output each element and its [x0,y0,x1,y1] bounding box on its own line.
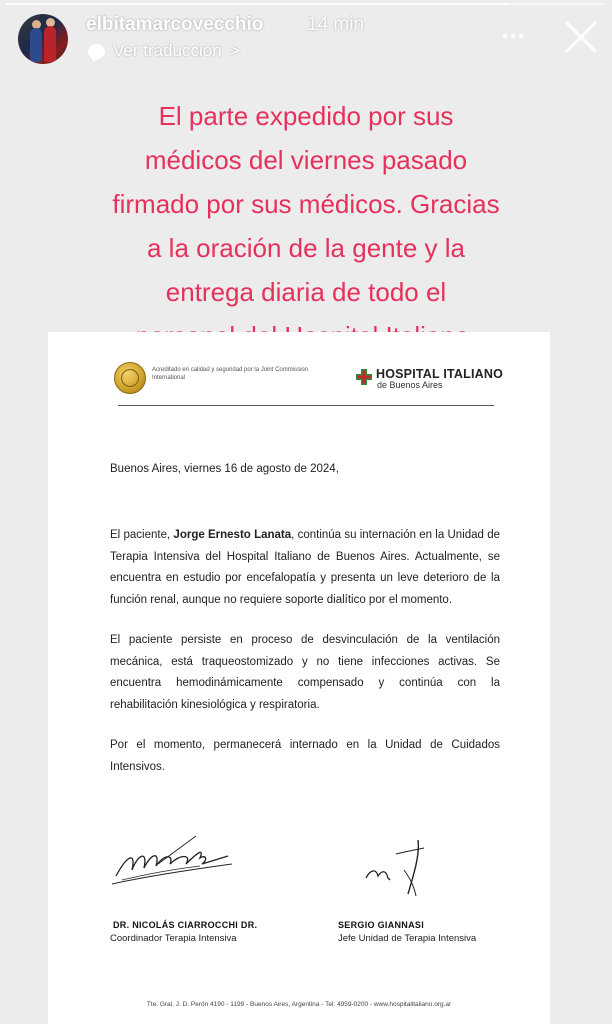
signatory-role: Coordinador Terapia Intensiva [110,933,237,944]
hospital-name: HOSPITAL ITALIANO [376,367,504,381]
avatar-figure [44,26,56,62]
accreditation-text: Acreditado en calidad y seguridad por la Joint Commission International [152,367,309,381]
story-progress-fill [6,3,510,5]
avatar[interactable] [18,14,68,64]
caption-line: entrega diaria de todo el [165,277,447,307]
story-time-ago: 14 min [307,14,365,35]
document-footer: Tte. Gral. J. D. Perón 4190 - 1199 - Buenos Aires, Argentina - Tel: 4959-0200 - www.hospitalitaliano.org.ar [146,1001,452,1008]
hospital-subtitle: de Buenos Aires [377,380,443,390]
signature-giannasi [360,834,440,904]
signatory-role: Jefe Unidad de Terapia Intensiva [338,933,477,944]
story-progress-bar [6,3,606,5]
caption-line: firmado por sus médicos. Gracias [112,189,500,219]
see-translation-label: Ver traducción [113,41,222,60]
more-horizontal-icon[interactable] [503,34,523,38]
signature-ciarrocchi [108,824,238,894]
speech-bubble-icon [88,44,105,59]
chevron-right-icon: > [229,41,240,60]
paragraph-text: El paciente, [110,529,174,541]
close-icon[interactable] [563,19,599,55]
paragraph-text: , continúa su internación en la Unidad de Terapia Intensiva del Hospital Italiano de Buenos Aires. Actualmente, se encuentra en estudio por encefalopatía y presenta un leve deterioro de la función renal, aunque no requiere soporte dialítico por el momento. [110,529,500,606]
report-paragraph: Por el momento, permanecerá internado en la Unidad de Cuidados Intensivos. [110,739,500,773]
story-username[interactable]: elbitamarcovecchio [86,14,264,35]
medical-report-document [48,332,550,1024]
see-translation-button[interactable] [88,41,240,61]
signatory-name: SERGIO GIANNASI [338,920,425,930]
header-divider [118,405,494,406]
avatar-figure [30,28,42,62]
report-paragraph: El paciente persiste en proceso de desvinculación de la ventilación mecánica, está traqueostomizado y no tiene infecciones activas. Se encuentra hemodinámicamente compensado y continúa con la rehabilitación kinesiológica y respiratoria. [110,634,500,711]
signatory-name: DR. NICOLÁS CIARROCCHI DR. [113,920,258,930]
report-paragraph [110,525,500,611]
hospital-cross-logo-icon [356,369,372,385]
caption-line: El parte expedido por sus [158,101,454,131]
patient-name: Jorge Ernesto Lanata [173,529,292,541]
caption-line: a la oración de la gente y la [147,233,465,263]
caption-line: médicos del viernes pasado [144,145,468,175]
joint-commission-seal [114,362,146,394]
story-caption [50,94,562,358]
document-date: Buenos Aires, viernes 16 de agosto de 2024, [110,463,339,475]
